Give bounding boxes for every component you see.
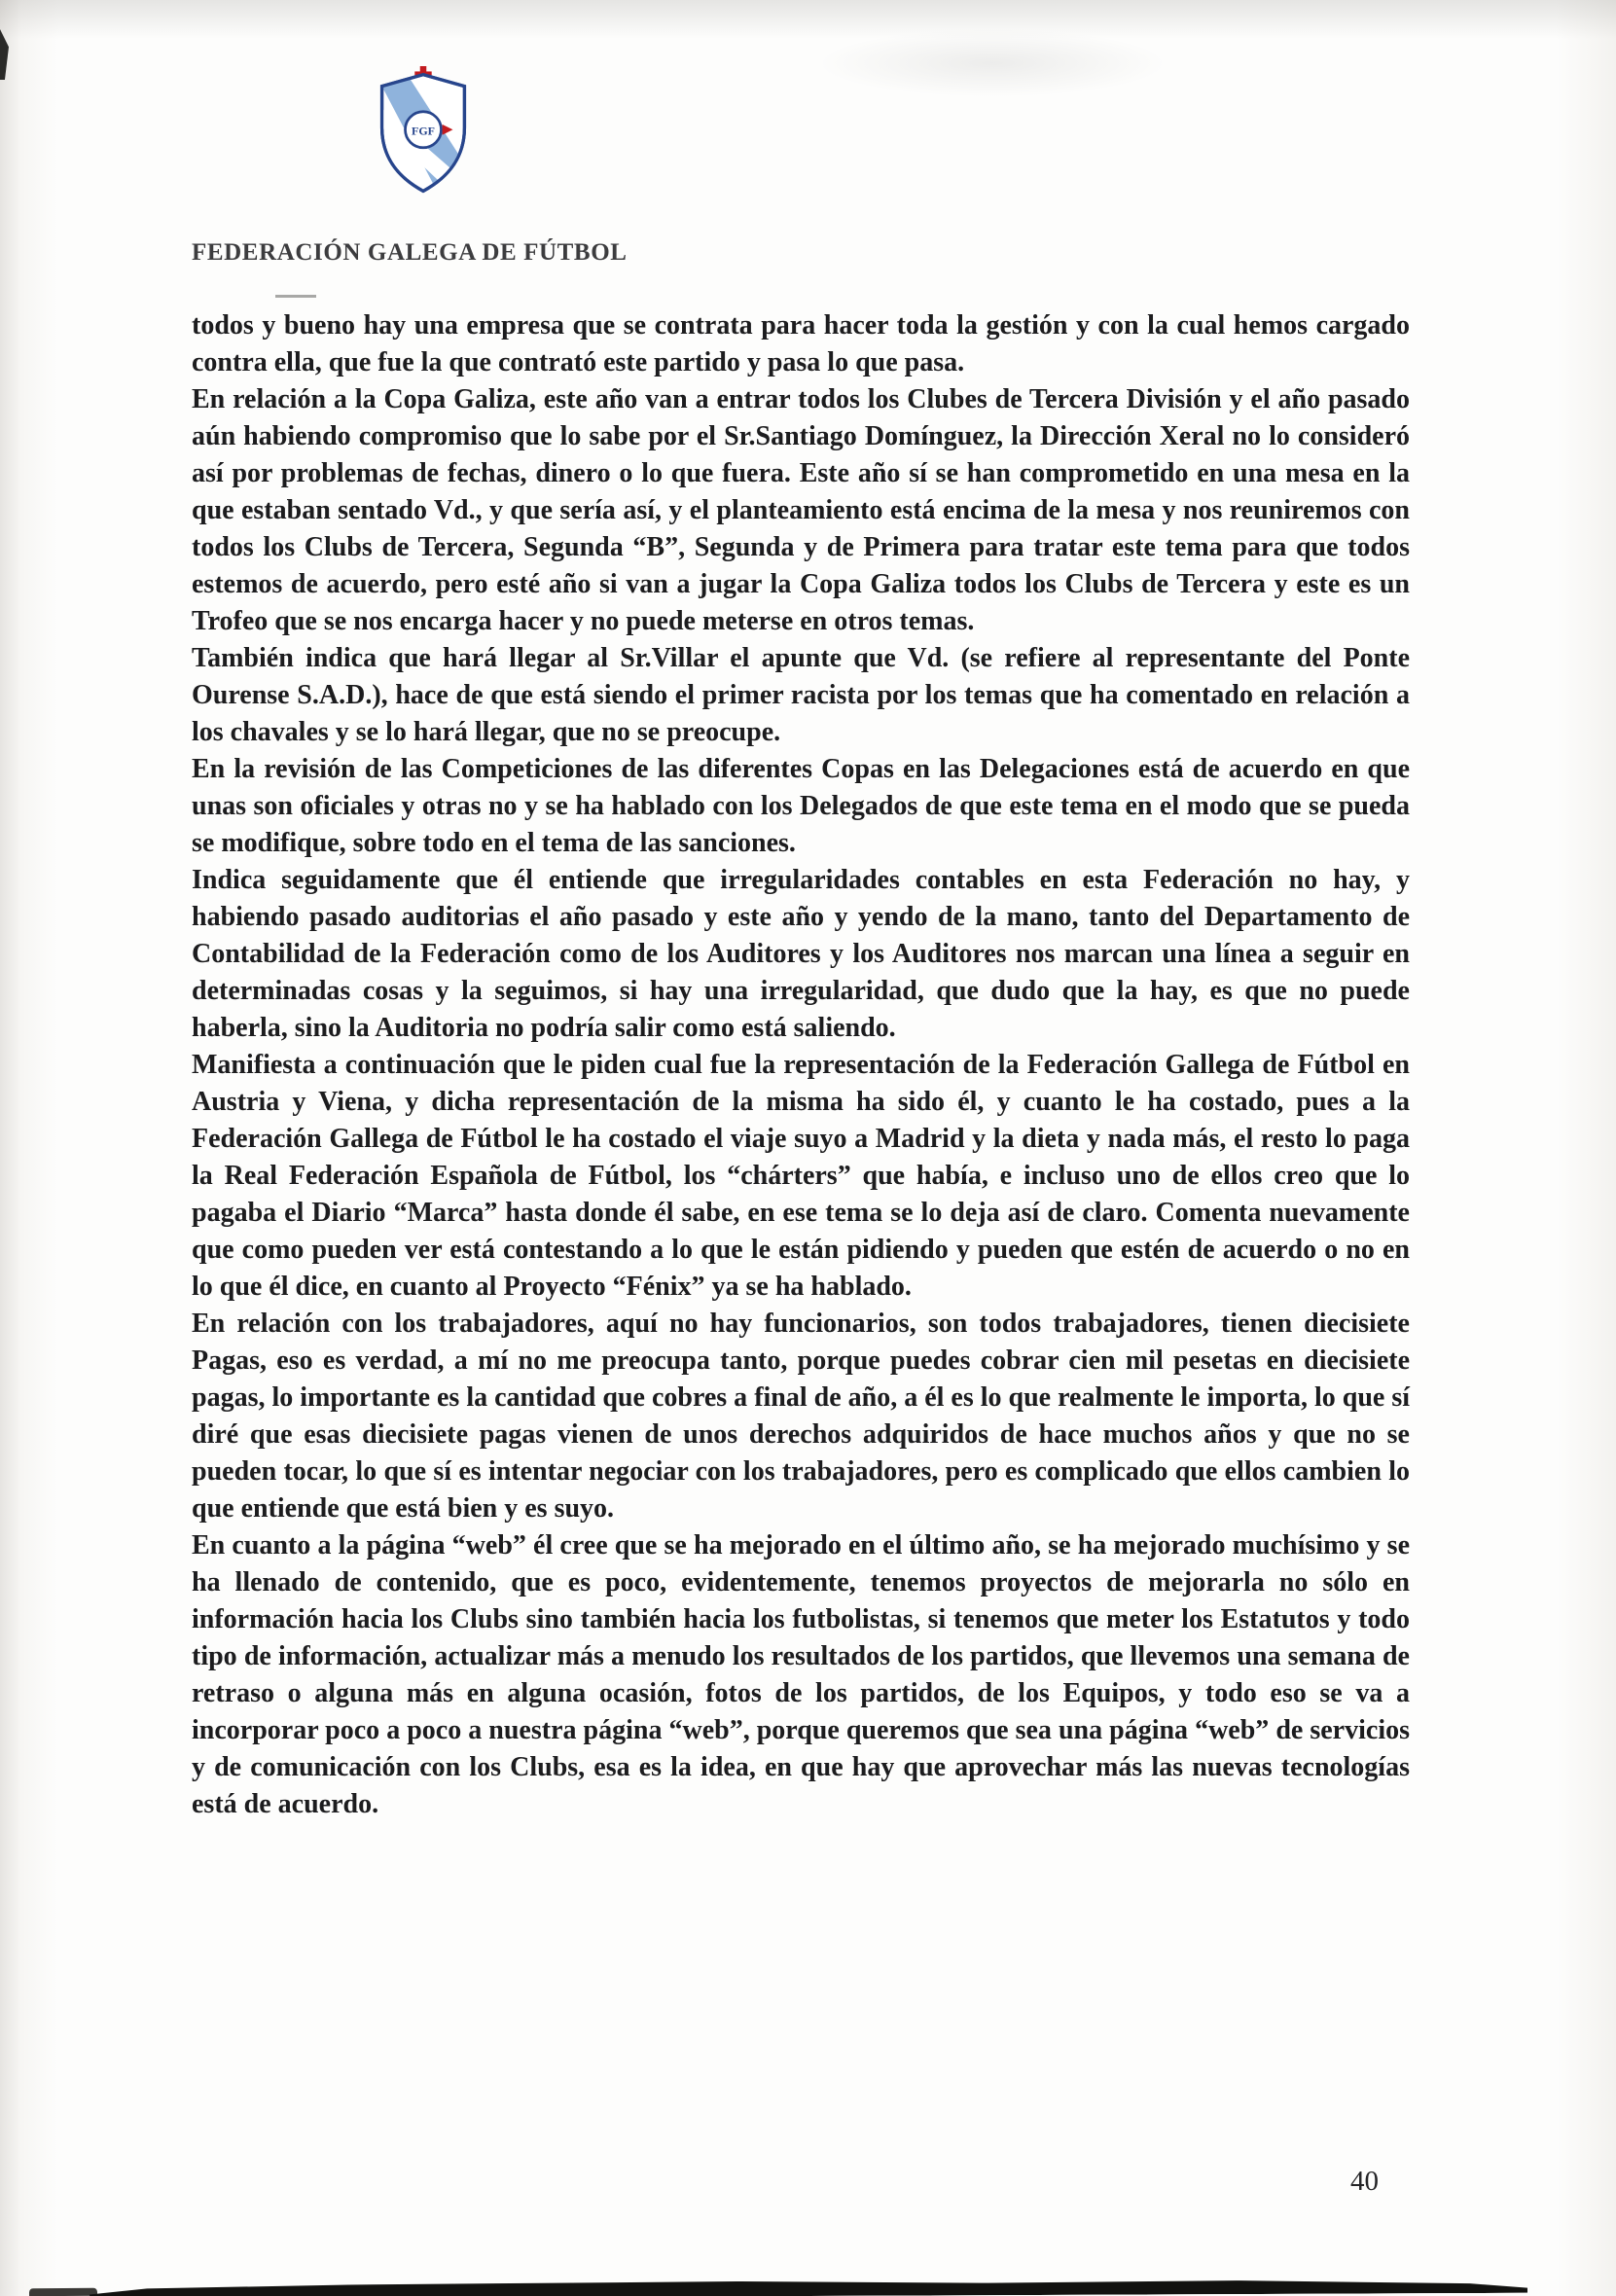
scan-artifact-bottom-left [29, 2288, 97, 2296]
fgf-shield-logo-icon [376, 66, 471, 198]
paragraph-2: En relación a la Copa Galiza, este año van a entrar todos los Clubes de Tercera División y el año pasado aún habiendo compromiso que lo sabe por el Sr.Santiago Domínguez, la Dirección Xeral no lo consideró así por problemas de fechas, dinero o lo que fuera. Este año sí se han comprometido en una mesa en la que estaban sentado Vd., y que sería así, y el planteamiento está encima de la mesa y nos reuniremos con todos los Clubs de Tercera, Segunda “B”, Segunda y de Primera para tratar este tema para que todos estemos de acuerdo, pero esté año si van a jugar la Copa Galiza todos los Clubs de Tercera y este es un Trofeo que se nos encarga hacer y no puede meterse en otros temas. [192, 384, 1410, 636]
paragraph-1: todos y bueno hay una empresa que se contrata para hacer toda la gestión y con la cual hemos cargado contra ella, que fue la que contrató este partido y pasa lo que pasa. [192, 310, 1410, 377]
logo-monogram: FGF [412, 124, 435, 138]
paragraph-8: En cuanto a la página “web” él cree que se ha mejorado en el último año, se ha mejorado muchísimo y se ha llenado de contenido, que es poco, evidentemente, tenemos proyectos de mejorarla no sólo en información hacia los Clubs sino también hacia los futbolistas, si tenemos que meter los Estatutos y todo tipo de información, actualizar más a menudo los resultados de los partidos, que llevemos una semana de retraso o alguna más en alguna ocasión, fotos de los partidos, de los Equipos, y todo eso se va a incorporar poco a poco a nuestra página “web”, porque queremos que sea una página “web” de servicios y de comunicación con los Clubs, esa es la idea, en que hay que aprovechar más las nuevas tecnologías está de acuerdo. [192, 1530, 1410, 1819]
document-body [192, 307, 1410, 1823]
paragraph-5: Indica seguidamente que él entiende que irregularidades contables en esta Federación no hay, y habiendo pasado auditorias el año pasado y este año y yendo de la mano, tanto del Departamento de Contabilidad de la Federación como de los Auditores y los Auditores nos marcan una línea a seguir en determinadas cosas y la seguimos, si hay una irregularidad, que dudo que la hay, es que no puede haberla, sino la Auditoria no podría salir como está saliendo. [192, 865, 1410, 1043]
paragraph-4: En la revisión de las Competiciones de las diferentes Copas en las Delegaciones está de acuerdo en que unas son oficiales y otras no y se ha hablado con los Delegados de que este tema en el modo que se pueda se modifique, sobre todo en el tema de las sanciones. [192, 754, 1410, 858]
paragraph-7: En relación con los trabajadores, aquí no hay funcionarios, son todos trabajadores, tienen diecisiete Pagas, eso es verdad, a mí no me preocupa tanto, porque puedes cobrar cien mil pesetas en diecisiete pagas, lo importante es la cantidad que cobres a final de año, a él es lo que realmente le importa, lo que sí diré que esas diecisiete pagas vienen de unos derechos adquiridos de hace muchos años y que no se pueden tocar, lo que sí es intentar negociar con los trabajadores, pero es complicado que ellos cambien lo que entiende que está bien y es suyo. [192, 1309, 1410, 1524]
header-underline [275, 295, 316, 298]
org-name: FEDERACIÓN GALEGA DE FÚTBOL [192, 239, 628, 266]
paragraph-6: Manifiesta a continuación que le piden cual fue la representación de la Federación Gallega de Fútbol en Austria y Viena, y dicha representación de la misma ha sido él, y cuanto le ha costado, pues a la Federación Gallega de Fútbol le ha costado el viaje suyo a Madrid y la dieta y nada más, el resto lo paga la Real Federación Española de Fútbol, los “chárters” que había, e incluso uno de ellos creo que lo pagaba el Diario “Marca” hasta donde él sabe, en ese tema se lo deja así de claro. Comenta nuevamente que como pueden ver está contestando a lo que le están pidiendo y pueden que estén de acuerdo o no en lo que él dice, en cuanto al Proyecto “Fénix” ya se ha hablado. [192, 1050, 1410, 1302]
scan-smudge [817, 29, 1167, 97]
scan-artifact-bottom [90, 2277, 1527, 2296]
scan-edge-shadow-top [0, 0, 1616, 39]
paragraph-3: También indica que hará llegar al Sr.Villar el apunte que Vd. (se refiere al representante del Ponte Ourense S.A.D.), hace de que está siendo el primer racista por los temas que ha comentado en relación a los chavales y se lo hará llegar, que no se preocupe. [192, 643, 1410, 747]
page-number: 40 [1350, 2166, 1379, 2197]
